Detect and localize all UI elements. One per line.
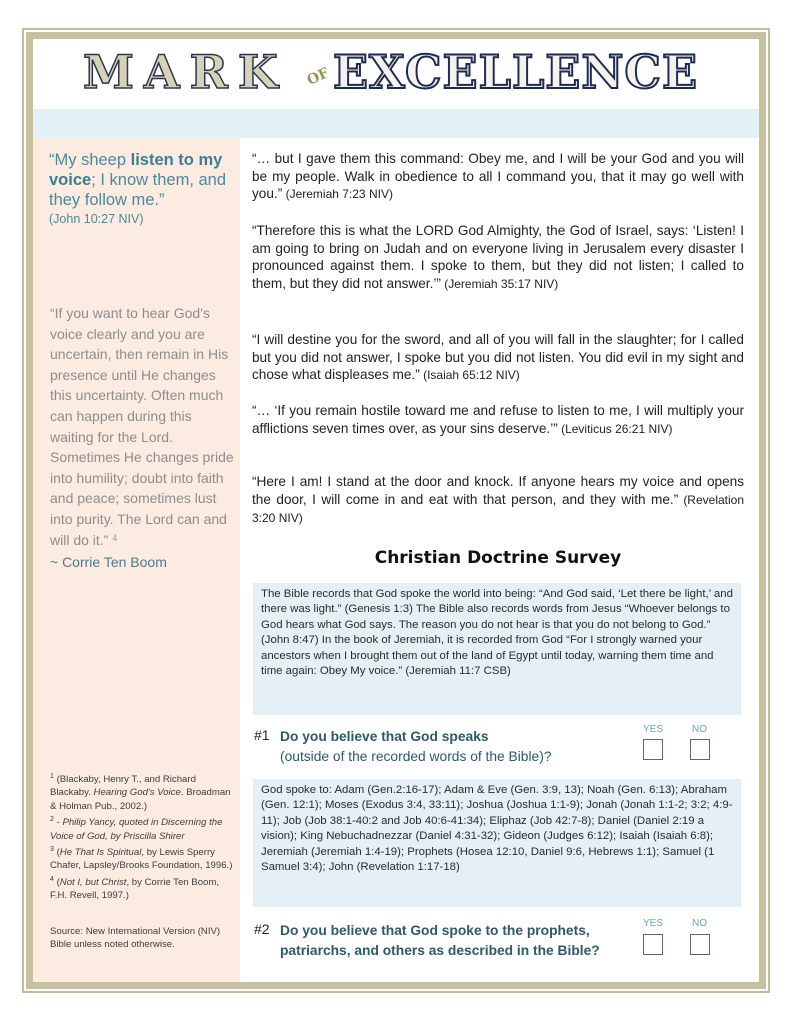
verse-block: “… ‘If you remain hostile toward me and refuse to listen to me, I will multiply your afflictions seven times over, as your sins deserve.’” (Leviticus 26:21 NIV) [252, 403, 744, 436]
title-of: OF [304, 65, 332, 89]
survey-question-1 [252, 724, 744, 771]
survey-question-2 [252, 918, 744, 965]
footnote-item: $^2$ - Philip Yancy, quoted in Discerning the Voice of God, by Priscilla Shirer [50, 816, 223, 842]
source-note: Source: New International Version (NIV) Bible unless noted otherwise. [50, 926, 221, 951]
masthead [33, 39, 759, 109]
yes-label: YES [643, 918, 664, 929]
no-checkbox[interactable] [690, 739, 710, 760]
survey-title: Christian Doctrine Survey [374, 548, 622, 568]
footnotes [50, 770, 238, 902]
sidebar [33, 138, 240, 982]
footnote-item: $^4$ (Not I, but Christ, by Corrie Ten Boom, F.H. Revell, 1997.) [50, 875, 220, 902]
verse-block: “I will destine you for the sword, and all of you will fall in the slaughter; for I called but you did not answer, I spoke but you did not listen. You did evil in my sight and chose what displeases me.” (Isaiah 65:12 NIV) [252, 332, 744, 383]
verse-block: “Therefore this is what the LORD God Almighty, the God of Israel, says: ‘Listen! I am going to bring on Judah and on everyone living in Jerusalem every disaster I pronounced against them. I spoke to them, but they did not listen; I called to them, but they did not answer.’” (Jeremiah 35:17 NIV) [252, 223, 744, 292]
no-label: NO [692, 724, 707, 735]
question-number: #2 [254, 921, 270, 937]
question-number: #1 [254, 727, 270, 743]
footnote-item: $^3$ (He That Is Spiritual, by Lewis Sperry Chafer, Lapsley/Brooks Foundation, 1996.) [50, 845, 233, 872]
title-excellence: EXCELLENCE [333, 45, 699, 99]
title-mark: MARK [83, 45, 288, 99]
question-text: Do you believe that God speaks (outside of the recorded words of the Bible)? [280, 729, 552, 764]
verse-emphasis: listen to my voice [49, 151, 223, 189]
yes-checkbox[interactable] [643, 739, 663, 760]
verse-reference: (John 10:27 NIV) [49, 212, 144, 226]
document-page [33, 39, 759, 982]
quote-author: ~ Corrie Ten Boom [50, 554, 167, 571]
verse-block: “Here I am! I stand at the door and knock. If anyone hears my voice and opens the door, I will come in and eat with that person, and they with me.” (Revelation 3:20 NIV) [252, 474, 745, 526]
footnote-item: $^1$ (Blackaby, Henry T., and Richard Blackaby. Hearing God's Voice. Broadman & Holman Pub., 2002.) [50, 773, 231, 812]
sidebar-key-verse: “My sheep listen to my voice; I know them, and they follow me.” (John 10:27 NIV) [49, 150, 235, 227]
verse-block: “… but I gave them this command: Obey me, and I will be your God and you will be my people. Walk in obedience to all I command you, that it may go well with you.” (Jeremiah 7:23 NIV) [252, 151, 744, 202]
question-text: Do you believe that God spoke to the prophets, patriarchs, and others as described in the Bible? [280, 923, 600, 958]
survey-intro-box: The Bible records that God spoke the world into being: “And God said, ‘Let there be light,’ and there was light.” (Genesis 1:3) The Bible also records words from Jesus “Whoever belongs to God hears what God says. The reason you do not hear is that you do not belong to God.” (John 8:47) In the book of Jeremiah, it is recorded from God “For I strongly warned your ancestors when I brought them out of the land of Egypt until today, warning them time and time again: Obey My voice.” (Jeremiah 11:7 CSB) [253, 583, 741, 715]
god-spoke-to-box: God spoke to: Adam (Gen.2:16-17); Adam & Eve (Gen. 3:9, 13); Noah (Gen. 6:13); Abraham (Gen. 12:1); Moses (Exodus 3:4, 33:11); Joshua (Joshua 1:1-9); Jonah (Jonah 1:1-2; 3:2; 4:9-11); Job (Job 38:1-40:2 and Job 40:6-41:34); Eliphaz (Job 42:7-8); Daniel (Daniel 2:19 a vision); King Nebuchadnezzar (Daniel 4:31-32); Gideon (Judges 6:12); Isaiah (Isaiah 6:8); Jeremiah (Jeremiah 1:4-19); Prophets (Hosea 12:10, Daniel 9:6, Hebrews 1:1); Samuel (1 Samuel 3:4); John (Revelation 1:17-18) [253, 779, 741, 907]
corrie-ten-boom-quote: “If you want to hear God's voice clearly and you are uncertain, then remain in His presence until He changes this uncertainty. Often much can happen during this waiting for the Lord. Sometimes He changes pride into humility; doubt into faith and peace; sometimes lust into purity. The Lord can and will do it.” $^4$ ~ Corrie Ten Boom [50, 303, 236, 573]
footnote-marker: 4 [112, 532, 118, 543]
yes-label: YES [643, 724, 664, 735]
no-checkbox[interactable] [690, 934, 710, 955]
yes-checkbox[interactable] [643, 934, 663, 955]
header-band [33, 109, 759, 138]
no-label: NO [692, 918, 707, 929]
